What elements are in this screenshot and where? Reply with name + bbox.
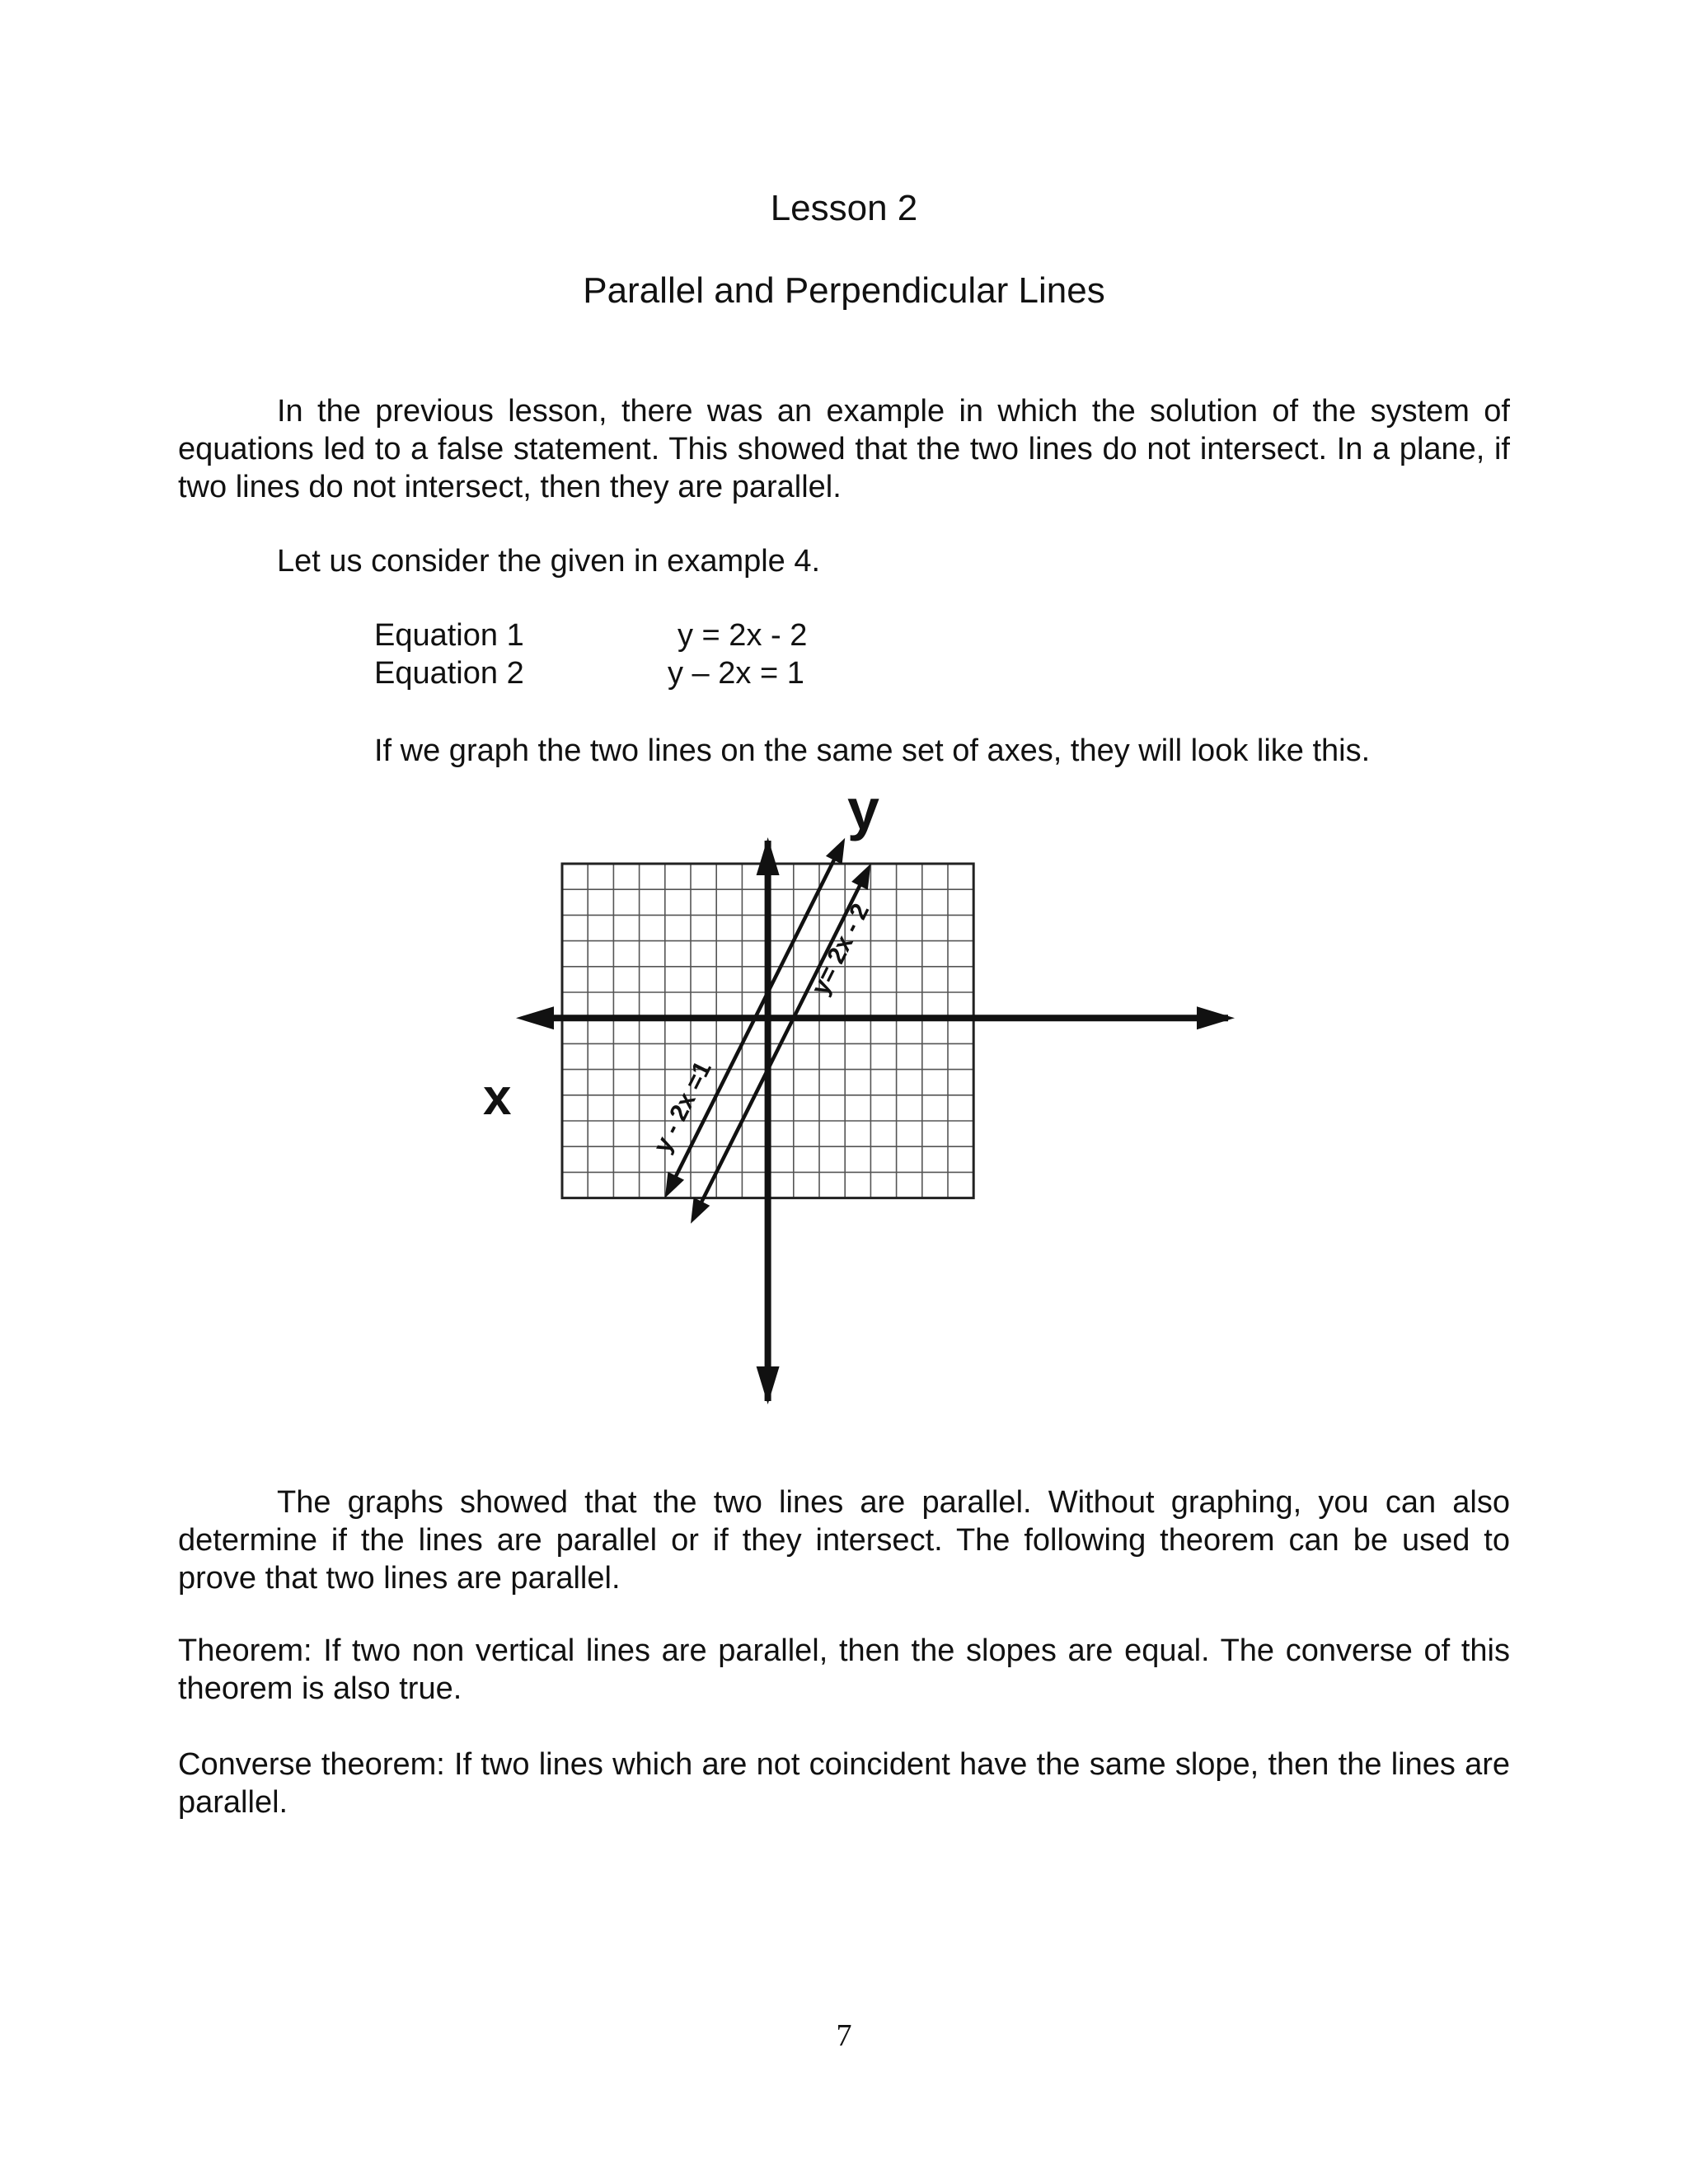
line-arrowhead [826, 838, 845, 865]
graph-intro-text: If we graph the two lines on the same set of axes, they will look like this. [374, 733, 1371, 768]
y-axis-arrow-down [757, 1366, 780, 1404]
lesson-subtitle: Parallel and Perpendicular Lines [583, 270, 1105, 311]
theorem-paragraph: Theorem: If two non vertical lines are parallel, then the slopes are equal. The converse of this theorem is also true. [178, 1633, 1510, 1706]
equation-2-label: Equation 2 [374, 656, 524, 691]
line-arrowhead [691, 1197, 710, 1224]
line-arrowhead [665, 1172, 684, 1198]
equation-1-expr: y = 2x - 2 [678, 618, 808, 653]
x-axis-arrow-right [1197, 1006, 1235, 1029]
parallel-explanation-paragraph: The graphs showed that the two lines are parallel. Without graphing, you can also determine if the lines are parallel or if they intersect. The following theorem can be used to prove that two lines are parallel. [178, 1485, 1510, 1596]
equation-1-label: Equation 1 [374, 618, 524, 653]
y-axis-label: y [847, 791, 879, 841]
converse-theorem-paragraph: Converse theorem: If two lines which are not coincident have the same slope, then the lines are parallel. [178, 1747, 1510, 1820]
graph-lines [649, 838, 874, 1224]
intro-paragraph: In the previous lesson, there was an example in which the solution of the system of equations led to a false statement. This showed that the two lines do not intersect. In a plane, if two lines do not intersect, then they are parallel. [178, 394, 1510, 504]
equation-2-expr: y – 2x = 1 [668, 656, 804, 691]
y-axis-arrow-up [757, 837, 780, 875]
coordinate-graph [478, 791, 1236, 1418]
line-label: y - 2x =1 [648, 1057, 717, 1157]
page-number: 7 [836, 2018, 852, 2053]
lesson-title: Lesson 2 [770, 188, 918, 228]
x-axis-label: x [483, 1069, 512, 1126]
line-arrowhead [851, 864, 870, 890]
consider-text: Let us consider the given in example 4. [277, 544, 821, 579]
x-axis-arrow-left [516, 1006, 554, 1029]
line-label: y= 2x - 2 [806, 899, 875, 1000]
